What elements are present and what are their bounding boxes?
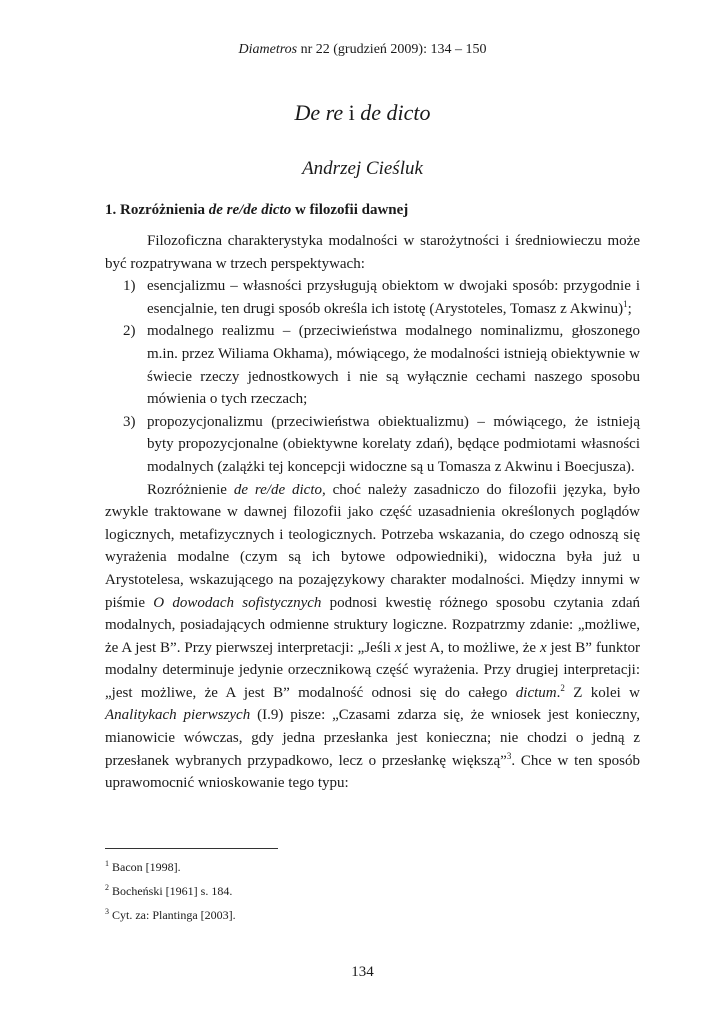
author-name: Andrzej Cieśluk xyxy=(302,158,423,179)
text-run: Z kolei w xyxy=(564,684,640,701)
title-conjunction: i xyxy=(343,100,361,125)
journal-name: Diametros xyxy=(238,42,298,57)
footnote xyxy=(105,903,640,927)
section-heading-number: 1. Rozróżnienia xyxy=(105,202,209,218)
body-text xyxy=(105,230,640,795)
italic-title: O dowodach sofistycznych xyxy=(153,594,322,611)
list-item-tail: ; xyxy=(627,300,632,317)
intro-paragraph: Filozoficzna charakterystyka modalności w starożytności i średniowieczu może być rozpatrywana w trzech perspektywach: xyxy=(105,233,640,272)
text-run: (I.9) pisze: „Czasami zdarza się, że wniosek jest konieczny, mianowicie wówczas, gdy jedna przesłanka jest konieczna; nie chodzi o jedną z przesłanek wybranych przypadkowo, lecz o przesłankę większą” xyxy=(105,707,640,769)
text-run: jest A, to możliwe, że xyxy=(401,639,540,656)
list-item xyxy=(105,275,640,320)
body-paragraph xyxy=(105,479,640,795)
section-heading-rest: w filozofii dawnej xyxy=(291,202,409,218)
list-item-number: 3) xyxy=(123,413,136,430)
page-number: 134 xyxy=(351,964,374,980)
footnote-divider xyxy=(105,848,278,849)
footnote-ref[interactable]: 1 xyxy=(623,298,628,309)
footnote-number: 3 xyxy=(105,907,109,916)
footnote-text: Bacon [1998]. xyxy=(109,860,181,874)
footnote xyxy=(105,879,640,903)
running-head xyxy=(0,41,725,59)
list-item-number: 1) xyxy=(123,278,136,295)
section-heading xyxy=(105,200,640,220)
title-part-1: De re xyxy=(294,100,344,125)
list-item-text: esencjalizmu – własności przysługują obiektom w dwojaki sposób: przygodnie i esencjalnie, ten drugi sposób określa ich istotę (Arystoteles, Tomasz z Akwinu) xyxy=(147,278,640,317)
footnotes xyxy=(105,855,640,927)
text-run: jest B” funktor modalny determinuje jedynie orzecznikową część wyrażenia. Przy drugiej interpretacji: „jest możliwe, że A jest B” modalność odnosi się do całego xyxy=(105,639,641,701)
list-item xyxy=(105,411,640,479)
footnote-ref[interactable]: 2 xyxy=(560,682,565,693)
italic-title: Analitykach pierwszych xyxy=(105,707,251,724)
title-part-2: de dicto xyxy=(360,100,431,125)
list-item-text: propozycjonalizmu (przeciwieństwa obiektualizmu) – mówiącego, że istnieją byty propozycjonalne (obiektywne korelaty zdań), będące podmiotami własności modalnych (zalążki tej koncepcji widoczne są u Tomasza z Akwinu i Boecjusza). xyxy=(147,413,640,475)
footnote-number: 2 xyxy=(105,883,109,892)
italic-term: de re/de dicto xyxy=(233,481,323,498)
footnote-text: Cyt. za: Plantinga [2003]. xyxy=(109,908,236,922)
italic-variable: x xyxy=(394,639,402,656)
list-item-text: modalnego realizmu – (przeciwieństwa modalnego nominalizmu, głoszonego m.in. przez Wiliama Okhama), mówiącego, że modalności istnieją obiektywnie w świecie rzeczy jednostkowych i nie są wyłącznie cechami naszego sposobu mówienia o tych rzeczach; xyxy=(147,323,640,408)
list-item xyxy=(105,320,640,410)
text-run: Rozróżnienie xyxy=(147,481,234,498)
text-run: podnosi kwestię różnego sposobu czytania zdań modalnych, posiadających odmienne struktury logiczne. Rozpatrzmy zdanie: „możliwe, że A jest B”. Przy pierwszej interpretacji: „Jeśli xyxy=(105,594,641,656)
text-run: , choć należy zasadniczo do filozofii języka, było zwykle traktowane w dawnej filozofii jako część uzasadnienia określonych poglądów logicznych, metafizycznych i teologicznych. Potrzeba wskazania, do czego odnoszą się wyrażenia modalne (czym są ich bytowe odpowiedniki), widoczna była już u Arystotelesa, wskazującego na pozajęzykowy charakter modalności. Między innymi w piśmie xyxy=(105,481,640,611)
issue-details: nr 22 (grudzień 2009): 134 – 150 xyxy=(297,42,487,57)
perspectives-list xyxy=(105,275,640,478)
list-item-number: 2) xyxy=(123,323,136,340)
article-title xyxy=(0,98,725,128)
italic-term: dictum xyxy=(515,684,557,701)
italic-variable: x xyxy=(539,639,547,656)
footnote-number: 1 xyxy=(105,859,109,868)
footnote-text: Bocheński [1961] s. 184. xyxy=(109,884,233,898)
text-run: . xyxy=(556,684,561,701)
footnote xyxy=(105,855,640,879)
footnote-ref[interactable]: 3 xyxy=(506,750,512,761)
section-heading-term: de re/de dicto xyxy=(208,202,292,218)
text-run: . Chce w ten sposób uprawomocnić wnioskowanie tego typu: xyxy=(105,752,640,792)
